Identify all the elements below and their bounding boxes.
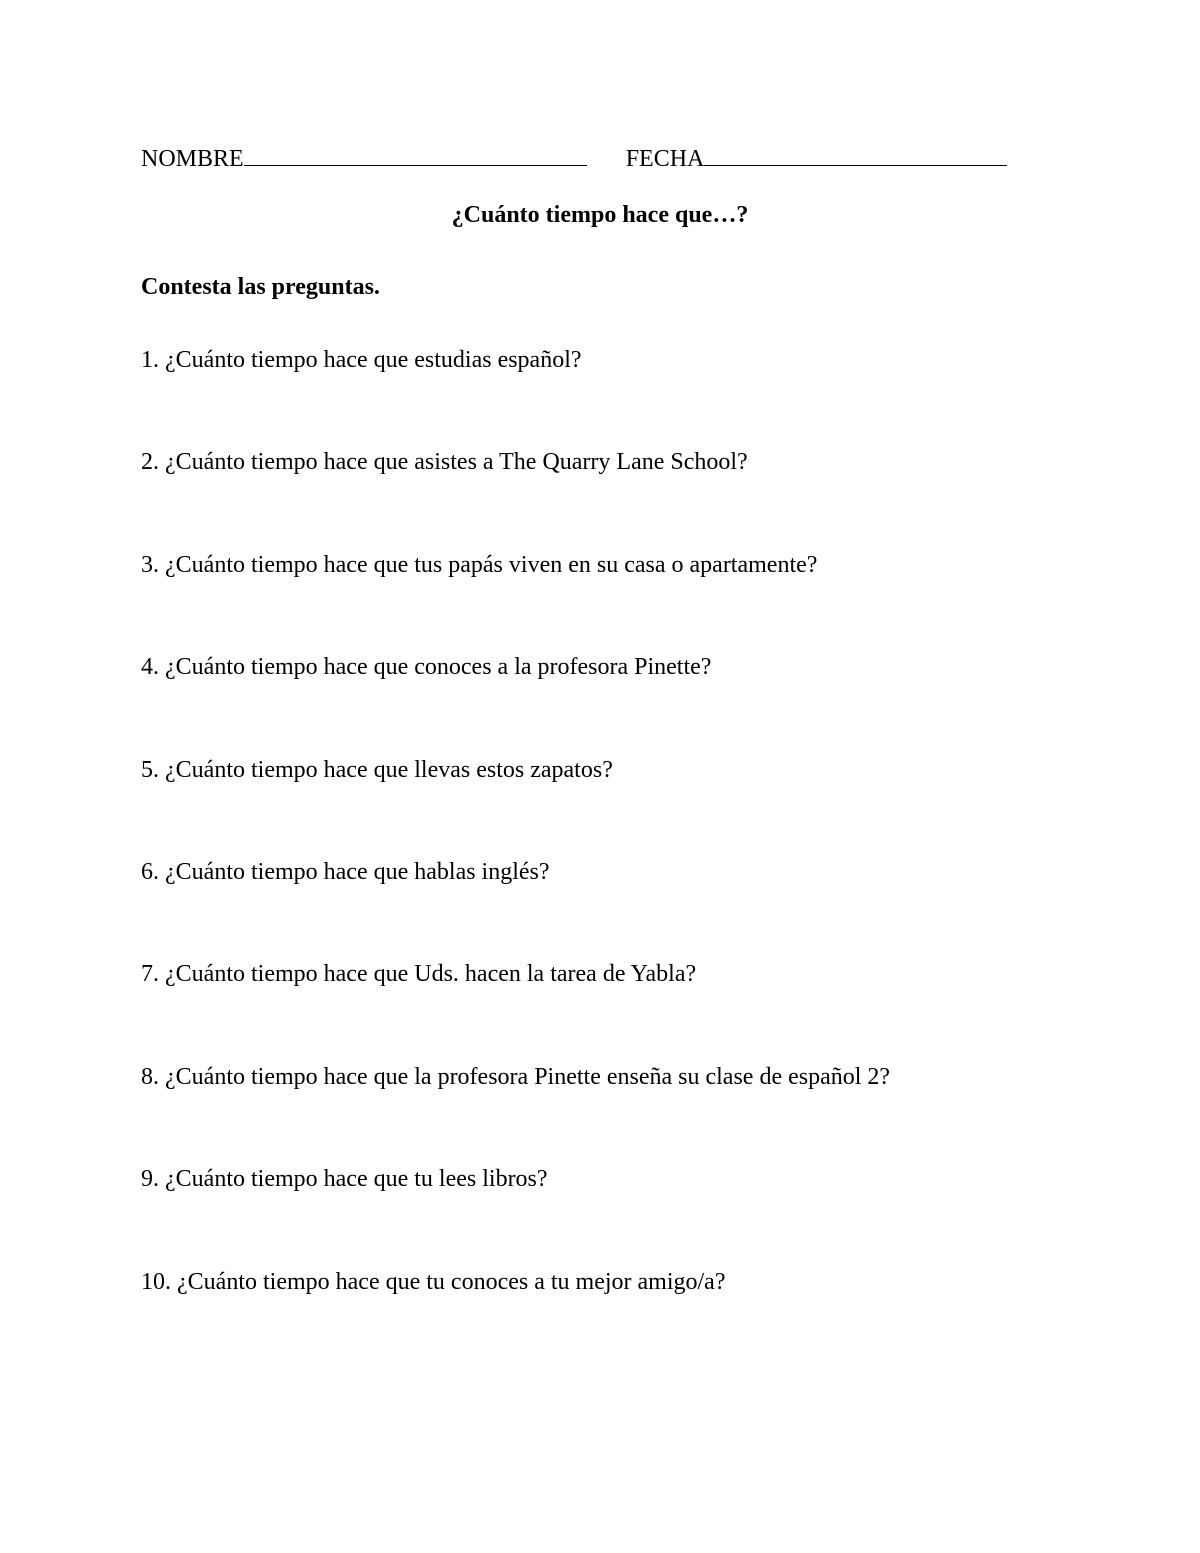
question-item: 3. ¿Cuánto tiempo hace que tus papás viven en su casa o apartamente?: [141, 551, 818, 578]
question-item: 10. ¿Cuánto tiempo hace que tu conoces a tu mejor amigo/a?: [141, 1268, 726, 1295]
fecha-label: FECHA: [625, 146, 705, 172]
question-item: 7. ¿Cuánto tiempo hace que Uds. hacen la tarea de Yabla?: [141, 961, 697, 988]
question-item: 9. ¿Cuánto tiempo hace que tu lees libros?: [141, 1166, 548, 1193]
question-item: 6. ¿Cuánto tiempo hace que hablas inglés?: [141, 858, 550, 885]
nombre-blank-line[interactable]: [244, 143, 587, 166]
nombre-label: NOMBRE: [141, 146, 244, 172]
question-item: 1. ¿Cuánto tiempo hace que estudias español?: [141, 347, 582, 373]
fecha-field: [626, 143, 1008, 174]
question-item: 5. ¿Cuánto tiempo hace que llevas estos zapatos?: [141, 756, 613, 783]
instructions: Contesta las preguntas.: [141, 274, 380, 300]
fecha-blank-line[interactable]: [704, 143, 1007, 166]
question-item: 2. ¿Cuánto tiempo hace que asistes a The Quarry Lane School?: [141, 449, 748, 476]
worksheet-title: ¿Cuánto tiempo hace que…?: [451, 202, 749, 228]
header-row: [141, 143, 1007, 174]
question-item: 8. ¿Cuánto tiempo hace que la profesora Pinette enseña su clase de español 2?: [141, 1063, 891, 1090]
nombre-field: [141, 143, 587, 174]
question-list: [141, 345, 890, 1369]
question-item: 4. ¿Cuánto tiempo hace que conoces a la profesora Pinette?: [141, 654, 712, 681]
